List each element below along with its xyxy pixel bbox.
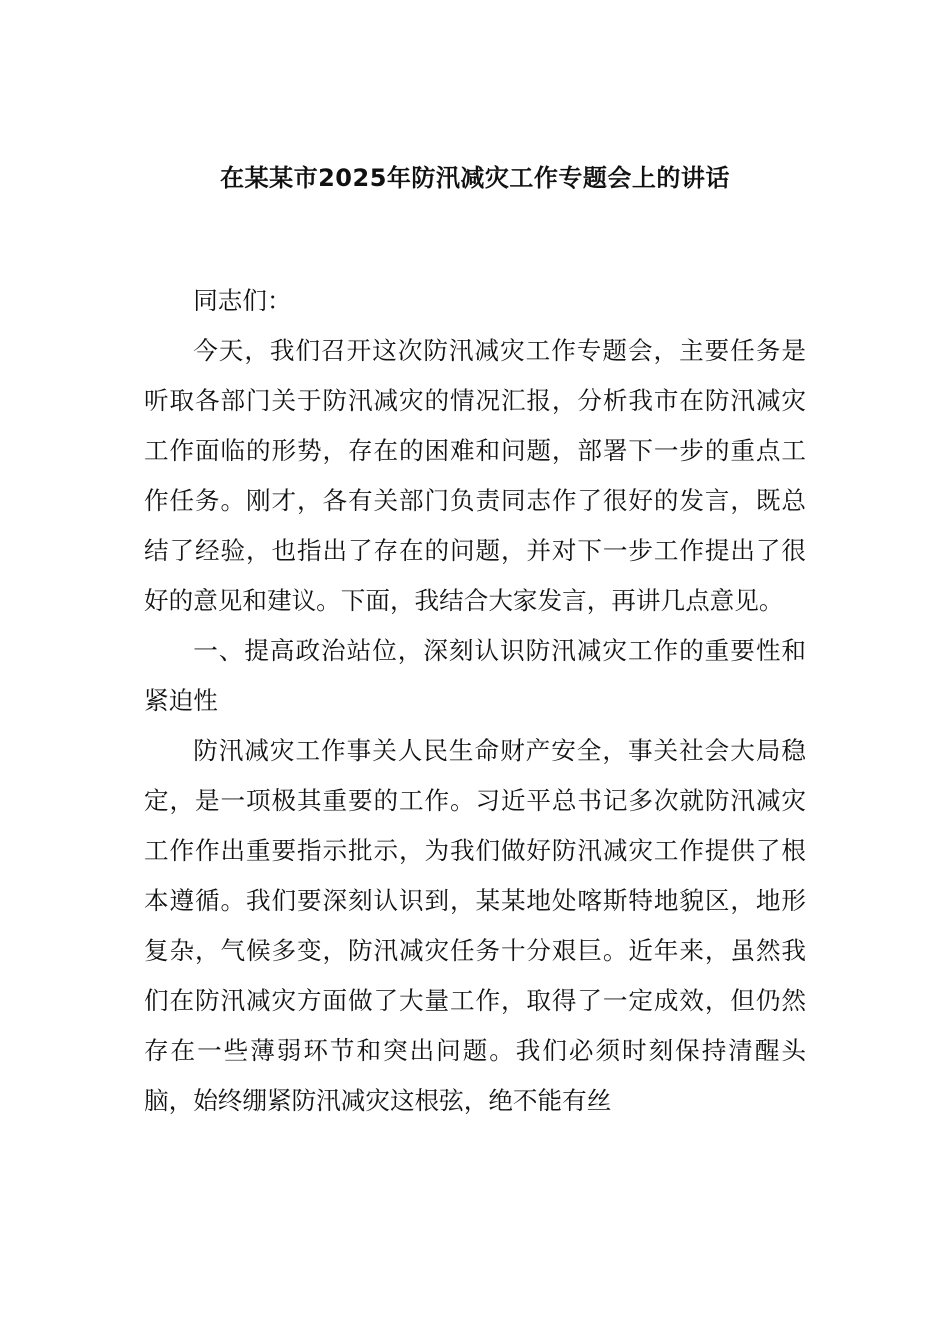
- document-body: [144, 276, 806, 1126]
- salutation: 同志们：: [193, 286, 292, 315]
- section-heading-1: 一、提高政治站位，深刻认识防汛减灾工作的重要性和紧迫性: [144, 636, 806, 715]
- paragraph-opening: 今天，我们召开这次防汛减灾工作专题会，主要任务是听取各部门关于防汛减灾的情况汇报，分析我市在防汛减灾工作面临的形势，存在的困难和问题，部署下一步的重点工作任务。刚才，各有关部门负责同志作了很好的发言，既总结了经验，也指出了存在的问题，并对下一步工作提出了很好的意见和建议。下面，我结合大家发言，再讲几点意见。: [144, 336, 806, 615]
- paragraph-section-1: 防汛减灾工作事关人民生命财产安全，事关社会大局稳定，是一项极其重要的工作。习近平总书记多次就防汛减灾工作作出重要指示批示，为我们做好防汛减灾工作提供了根本遵循。我们要深刻认识到，某某地处喀斯特地貌区，地形复杂，气候多变，防汛减灾任务十分艰巨。近年来，虽然我们在防汛减灾方面做了大量工作，取得了一定成效，但仍然存在一些薄弱环节和突出问题。我们必须时刻保持清醒头脑，始终绷紧防汛减灾这根弦，绝不能有丝: [144, 736, 806, 1115]
- document-title: 在某某市2025年防汛减灾工作专题会上的讲话: [220, 164, 730, 192]
